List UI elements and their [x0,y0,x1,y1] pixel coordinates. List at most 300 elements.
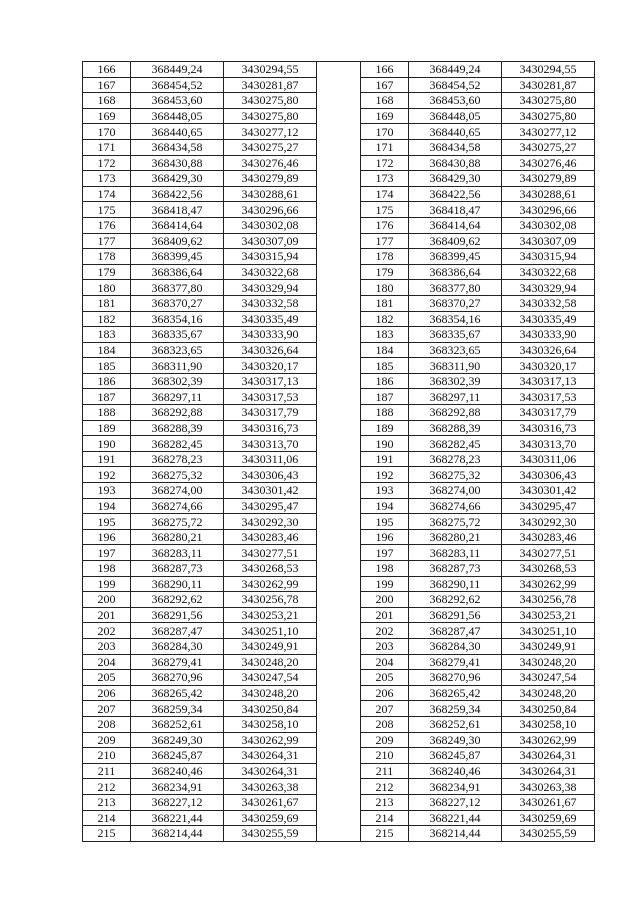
right-x-coordinate-cell: 368377,80 [409,280,502,296]
left-point-number-cell: 194 [83,498,131,514]
table-row [83,748,595,764]
right-point-number-cell: 191 [361,451,409,467]
right-x-coordinate-cell: 368354,16 [409,311,502,327]
left-x-coordinate-cell: 368311,90 [131,358,224,374]
right-x-coordinate-cell: 368422,56 [409,186,502,202]
left-y-coordinate-cell: 3430317,13 [224,373,317,389]
right-y-coordinate-cell: 3430261,67 [502,794,595,810]
left-y-coordinate-cell: 3430335,49 [224,311,317,327]
left-y-coordinate-cell: 3430263,38 [224,779,317,795]
right-y-coordinate-cell: 3430248,20 [502,654,595,670]
right-point-number-cell: 177 [361,233,409,249]
right-x-coordinate-cell: 368409,62 [409,233,502,249]
right-y-coordinate-cell: 3430247,54 [502,670,595,686]
right-y-coordinate-cell: 3430255,59 [502,826,595,842]
right-x-coordinate-cell: 368270,96 [409,670,502,686]
left-x-coordinate-cell: 368449,24 [131,62,224,78]
right-x-coordinate-cell: 368278,23 [409,451,502,467]
left-x-coordinate-cell: 368454,52 [131,77,224,93]
left-y-coordinate-cell: 3430315,94 [224,249,317,265]
right-point-number-cell: 209 [361,732,409,748]
right-x-coordinate-cell: 368297,11 [409,389,502,405]
left-y-coordinate-cell: 3430275,80 [224,93,317,109]
right-x-coordinate-cell: 368249,30 [409,732,502,748]
column-gap-cell [317,77,361,93]
left-point-number-cell: 177 [83,233,131,249]
column-gap-cell [317,264,361,280]
left-x-coordinate-cell: 368280,21 [131,529,224,545]
right-x-coordinate-cell: 368370,27 [409,295,502,311]
left-point-number-cell: 185 [83,358,131,374]
table-row [83,467,595,483]
left-point-number-cell: 209 [83,732,131,748]
left-y-coordinate-cell: 3430311,06 [224,451,317,467]
left-point-number-cell: 202 [83,623,131,639]
right-point-number-cell: 171 [361,139,409,155]
column-gap-cell [317,358,361,374]
right-point-number-cell: 215 [361,826,409,842]
table-row [83,810,595,826]
table-row [83,77,595,93]
left-x-coordinate-cell: 368288,39 [131,420,224,436]
table-row [83,93,595,109]
table-row [83,514,595,530]
right-x-coordinate-cell: 368259,34 [409,701,502,717]
right-y-coordinate-cell: 3430294,55 [502,62,595,78]
left-y-coordinate-cell: 3430279,89 [224,171,317,187]
left-point-number-cell: 205 [83,670,131,686]
table-row [83,233,595,249]
left-y-coordinate-cell: 3430249,91 [224,638,317,654]
right-point-number-cell: 172 [361,155,409,171]
right-x-coordinate-cell: 368245,87 [409,748,502,764]
left-point-number-cell: 191 [83,451,131,467]
left-point-number-cell: 167 [83,77,131,93]
table-row [83,732,595,748]
right-point-number-cell: 166 [361,62,409,78]
right-x-coordinate-cell: 368265,42 [409,685,502,701]
column-gap-cell [317,810,361,826]
left-y-coordinate-cell: 3430277,51 [224,545,317,561]
right-y-coordinate-cell: 3430306,43 [502,467,595,483]
table-row [83,654,595,670]
table-row [83,607,595,623]
left-y-coordinate-cell: 3430332,58 [224,295,317,311]
right-x-coordinate-cell: 368284,30 [409,638,502,654]
right-point-number-cell: 199 [361,576,409,592]
right-y-coordinate-cell: 3430256,78 [502,592,595,608]
column-gap-cell [317,451,361,467]
column-gap-cell [317,311,361,327]
right-x-coordinate-cell: 368414,64 [409,217,502,233]
left-point-number-cell: 195 [83,514,131,530]
left-y-coordinate-cell: 3430329,94 [224,280,317,296]
left-y-coordinate-cell: 3430258,10 [224,716,317,732]
left-point-number-cell: 198 [83,561,131,577]
left-point-number-cell: 211 [83,763,131,779]
table-row [83,139,595,155]
left-point-number-cell: 180 [83,280,131,296]
right-y-coordinate-cell: 3430317,53 [502,389,595,405]
table-row [83,623,595,639]
left-x-coordinate-cell: 368274,00 [131,483,224,499]
right-point-number-cell: 186 [361,373,409,389]
right-point-number-cell: 167 [361,77,409,93]
column-gap-cell [317,373,361,389]
right-point-number-cell: 183 [361,327,409,343]
table-row [83,436,595,452]
left-point-number-cell: 203 [83,638,131,654]
right-point-number-cell: 213 [361,794,409,810]
table-row [83,794,595,810]
table-row [83,171,595,187]
right-y-coordinate-cell: 3430302,08 [502,217,595,233]
table-row [83,155,595,171]
right-y-coordinate-cell: 3430329,94 [502,280,595,296]
column-gap-cell [317,233,361,249]
right-y-coordinate-cell: 3430333,90 [502,327,595,343]
table-row [83,62,595,78]
right-x-coordinate-cell: 368448,05 [409,108,502,124]
right-point-number-cell: 168 [361,93,409,109]
left-point-number-cell: 166 [83,62,131,78]
table-row [83,389,595,405]
right-y-coordinate-cell: 3430250,84 [502,701,595,717]
right-y-coordinate-cell: 3430320,17 [502,358,595,374]
right-y-coordinate-cell: 3430322,68 [502,264,595,280]
left-point-number-cell: 179 [83,264,131,280]
table-row [83,529,595,545]
left-point-number-cell: 170 [83,124,131,140]
left-y-coordinate-cell: 3430251,10 [224,623,317,639]
right-point-number-cell: 170 [361,124,409,140]
column-gap-cell [317,607,361,623]
left-point-number-cell: 206 [83,685,131,701]
table-row [83,592,595,608]
right-point-number-cell: 207 [361,701,409,717]
left-x-coordinate-cell: 368283,11 [131,545,224,561]
left-x-coordinate-cell: 368287,47 [131,623,224,639]
column-gap-cell [317,654,361,670]
left-x-coordinate-cell: 368278,23 [131,451,224,467]
column-gap-cell [317,327,361,343]
left-point-number-cell: 201 [83,607,131,623]
table-row [83,295,595,311]
left-point-number-cell: 181 [83,295,131,311]
right-point-number-cell: 180 [361,280,409,296]
right-x-coordinate-cell: 368288,39 [409,420,502,436]
table-row [83,451,595,467]
left-x-coordinate-cell: 368429,30 [131,171,224,187]
left-point-number-cell: 175 [83,202,131,218]
left-x-coordinate-cell: 368275,32 [131,467,224,483]
left-y-coordinate-cell: 3430256,78 [224,592,317,608]
left-y-coordinate-cell: 3430262,99 [224,732,317,748]
right-y-coordinate-cell: 3430258,10 [502,716,595,732]
column-gap-cell [317,670,361,686]
column-gap-cell [317,249,361,265]
left-y-coordinate-cell: 3430296,66 [224,202,317,218]
column-gap-cell [317,685,361,701]
table-row [83,280,595,296]
left-y-coordinate-cell: 3430250,84 [224,701,317,717]
right-point-number-cell: 169 [361,108,409,124]
right-x-coordinate-cell: 368440,65 [409,124,502,140]
right-y-coordinate-cell: 3430292,30 [502,514,595,530]
right-x-coordinate-cell: 368287,47 [409,623,502,639]
right-point-number-cell: 176 [361,217,409,233]
left-point-number-cell: 208 [83,716,131,732]
coordinates-table-body [83,62,595,842]
left-point-number-cell: 171 [83,139,131,155]
column-gap-cell [317,732,361,748]
left-y-coordinate-cell: 3430255,59 [224,826,317,842]
right-y-coordinate-cell: 3430251,10 [502,623,595,639]
left-x-coordinate-cell: 368430,88 [131,155,224,171]
left-x-coordinate-cell: 368440,65 [131,124,224,140]
column-gap-cell [317,295,361,311]
right-y-coordinate-cell: 3430259,69 [502,810,595,826]
left-point-number-cell: 169 [83,108,131,124]
right-point-number-cell: 204 [361,654,409,670]
left-y-coordinate-cell: 3430307,09 [224,233,317,249]
left-y-coordinate-cell: 3430275,80 [224,108,317,124]
left-y-coordinate-cell: 3430302,08 [224,217,317,233]
right-y-coordinate-cell: 3430263,38 [502,779,595,795]
right-y-coordinate-cell: 3430279,89 [502,171,595,187]
right-x-coordinate-cell: 368275,32 [409,467,502,483]
left-point-number-cell: 176 [83,217,131,233]
right-x-coordinate-cell: 368434,58 [409,139,502,155]
left-y-coordinate-cell: 3430322,68 [224,264,317,280]
left-x-coordinate-cell: 368335,67 [131,327,224,343]
left-point-number-cell: 190 [83,436,131,452]
left-x-coordinate-cell: 368282,45 [131,436,224,452]
left-y-coordinate-cell: 3430253,21 [224,607,317,623]
table-row [83,576,595,592]
table-row [83,561,595,577]
left-point-number-cell: 188 [83,405,131,421]
table-row [83,779,595,795]
left-x-coordinate-cell: 368249,30 [131,732,224,748]
left-y-coordinate-cell: 3430268,53 [224,561,317,577]
column-gap-cell [317,186,361,202]
right-x-coordinate-cell: 368275,72 [409,514,502,530]
column-gap-cell [317,826,361,842]
right-x-coordinate-cell: 368252,61 [409,716,502,732]
right-y-coordinate-cell: 3430248,20 [502,685,595,701]
table-row [83,217,595,233]
column-gap-cell [317,217,361,233]
left-x-coordinate-cell: 368386,64 [131,264,224,280]
left-y-coordinate-cell: 3430259,69 [224,810,317,826]
right-y-coordinate-cell: 3430317,13 [502,373,595,389]
right-x-coordinate-cell: 368214,44 [409,826,502,842]
right-point-number-cell: 212 [361,779,409,795]
table-row [83,716,595,732]
right-point-number-cell: 194 [361,498,409,514]
column-gap-cell [317,436,361,452]
left-point-number-cell: 207 [83,701,131,717]
left-x-coordinate-cell: 368279,41 [131,654,224,670]
left-x-coordinate-cell: 368409,62 [131,233,224,249]
right-point-number-cell: 175 [361,202,409,218]
left-point-number-cell: 186 [83,373,131,389]
column-gap-cell [317,155,361,171]
column-gap-cell [317,576,361,592]
left-x-coordinate-cell: 368302,39 [131,373,224,389]
column-gap-cell [317,139,361,155]
left-y-coordinate-cell: 3430248,20 [224,685,317,701]
right-y-coordinate-cell: 3430335,49 [502,311,595,327]
table-row [83,186,595,202]
left-x-coordinate-cell: 368240,46 [131,763,224,779]
left-y-coordinate-cell: 3430261,67 [224,794,317,810]
table-row [83,826,595,842]
left-point-number-cell: 182 [83,311,131,327]
left-y-coordinate-cell: 3430264,31 [224,763,317,779]
column-gap-cell [317,592,361,608]
left-y-coordinate-cell: 3430264,31 [224,748,317,764]
right-point-number-cell: 210 [361,748,409,764]
table-row [83,685,595,701]
column-gap-cell [317,405,361,421]
right-x-coordinate-cell: 368418,47 [409,202,502,218]
right-y-coordinate-cell: 3430262,99 [502,576,595,592]
column-gap-cell [317,514,361,530]
left-point-number-cell: 174 [83,186,131,202]
right-x-coordinate-cell: 368291,56 [409,607,502,623]
right-y-coordinate-cell: 3430276,46 [502,155,595,171]
right-x-coordinate-cell: 368323,65 [409,342,502,358]
column-gap-cell [317,498,361,514]
left-x-coordinate-cell: 368227,12 [131,794,224,810]
column-gap-cell [317,529,361,545]
right-point-number-cell: 201 [361,607,409,623]
right-point-number-cell: 214 [361,810,409,826]
left-x-coordinate-cell: 368323,65 [131,342,224,358]
left-x-coordinate-cell: 368259,34 [131,701,224,717]
table-row [83,545,595,561]
right-y-coordinate-cell: 3430283,46 [502,529,595,545]
left-point-number-cell: 197 [83,545,131,561]
left-point-number-cell: 214 [83,810,131,826]
column-gap-cell [317,280,361,296]
right-point-number-cell: 179 [361,264,409,280]
right-y-coordinate-cell: 3430316,73 [502,420,595,436]
right-y-coordinate-cell: 3430295,47 [502,498,595,514]
right-y-coordinate-cell: 3430275,27 [502,139,595,155]
table-row [83,373,595,389]
right-point-number-cell: 187 [361,389,409,405]
left-point-number-cell: 200 [83,592,131,608]
right-point-number-cell: 208 [361,716,409,732]
left-point-number-cell: 196 [83,529,131,545]
right-y-coordinate-cell: 3430315,94 [502,249,595,265]
right-point-number-cell: 192 [361,467,409,483]
left-point-number-cell: 189 [83,420,131,436]
column-gap-cell [317,342,361,358]
left-x-coordinate-cell: 368221,44 [131,810,224,826]
left-x-coordinate-cell: 368214,44 [131,826,224,842]
right-x-coordinate-cell: 368290,11 [409,576,502,592]
left-point-number-cell: 192 [83,467,131,483]
left-y-coordinate-cell: 3430277,12 [224,124,317,140]
right-x-coordinate-cell: 368453,60 [409,93,502,109]
left-x-coordinate-cell: 368422,56 [131,186,224,202]
right-x-coordinate-cell: 368274,00 [409,483,502,499]
left-y-coordinate-cell: 3430292,30 [224,514,317,530]
left-x-coordinate-cell: 368270,96 [131,670,224,686]
left-x-coordinate-cell: 368252,61 [131,716,224,732]
left-x-coordinate-cell: 368274,66 [131,498,224,514]
table-row [83,202,595,218]
table-row [83,358,595,374]
right-point-number-cell: 190 [361,436,409,452]
right-x-coordinate-cell: 368287,73 [409,561,502,577]
right-point-number-cell: 193 [361,483,409,499]
left-point-number-cell: 183 [83,327,131,343]
right-point-number-cell: 189 [361,420,409,436]
column-gap-cell [317,779,361,795]
left-point-number-cell: 204 [83,654,131,670]
left-y-coordinate-cell: 3430275,27 [224,139,317,155]
right-point-number-cell: 181 [361,295,409,311]
table-row [83,108,595,124]
right-point-number-cell: 184 [361,342,409,358]
table-row [83,327,595,343]
left-x-coordinate-cell: 368354,16 [131,311,224,327]
table-row [83,405,595,421]
column-gap-cell [317,561,361,577]
right-y-coordinate-cell: 3430317,79 [502,405,595,421]
column-gap-cell [317,748,361,764]
column-gap-cell [317,716,361,732]
left-y-coordinate-cell: 3430294,55 [224,62,317,78]
column-gap-cell [317,93,361,109]
right-y-coordinate-cell: 3430281,87 [502,77,595,93]
left-y-coordinate-cell: 3430333,90 [224,327,317,343]
right-x-coordinate-cell: 368227,12 [409,794,502,810]
left-y-coordinate-cell: 3430283,46 [224,529,317,545]
right-y-coordinate-cell: 3430313,70 [502,436,595,452]
left-x-coordinate-cell: 368291,56 [131,607,224,623]
right-x-coordinate-cell: 368335,67 [409,327,502,343]
left-x-coordinate-cell: 368418,47 [131,202,224,218]
table-row [83,342,595,358]
left-x-coordinate-cell: 368399,45 [131,249,224,265]
left-point-number-cell: 213 [83,794,131,810]
column-gap-cell [317,763,361,779]
left-x-coordinate-cell: 368245,87 [131,748,224,764]
right-y-coordinate-cell: 3430264,31 [502,763,595,779]
right-x-coordinate-cell: 368274,66 [409,498,502,514]
left-x-coordinate-cell: 368287,73 [131,561,224,577]
left-y-coordinate-cell: 3430247,54 [224,670,317,686]
right-x-coordinate-cell: 368234,91 [409,779,502,795]
left-x-coordinate-cell: 368434,58 [131,139,224,155]
column-gap-cell [317,794,361,810]
left-y-coordinate-cell: 3430295,47 [224,498,317,514]
left-x-coordinate-cell: 368297,11 [131,389,224,405]
left-point-number-cell: 178 [83,249,131,265]
column-gap-cell [317,62,361,78]
left-x-coordinate-cell: 368377,80 [131,280,224,296]
left-x-coordinate-cell: 368448,05 [131,108,224,124]
right-y-coordinate-cell: 3430307,09 [502,233,595,249]
right-x-coordinate-cell: 368221,44 [409,810,502,826]
right-x-coordinate-cell: 368399,45 [409,249,502,265]
